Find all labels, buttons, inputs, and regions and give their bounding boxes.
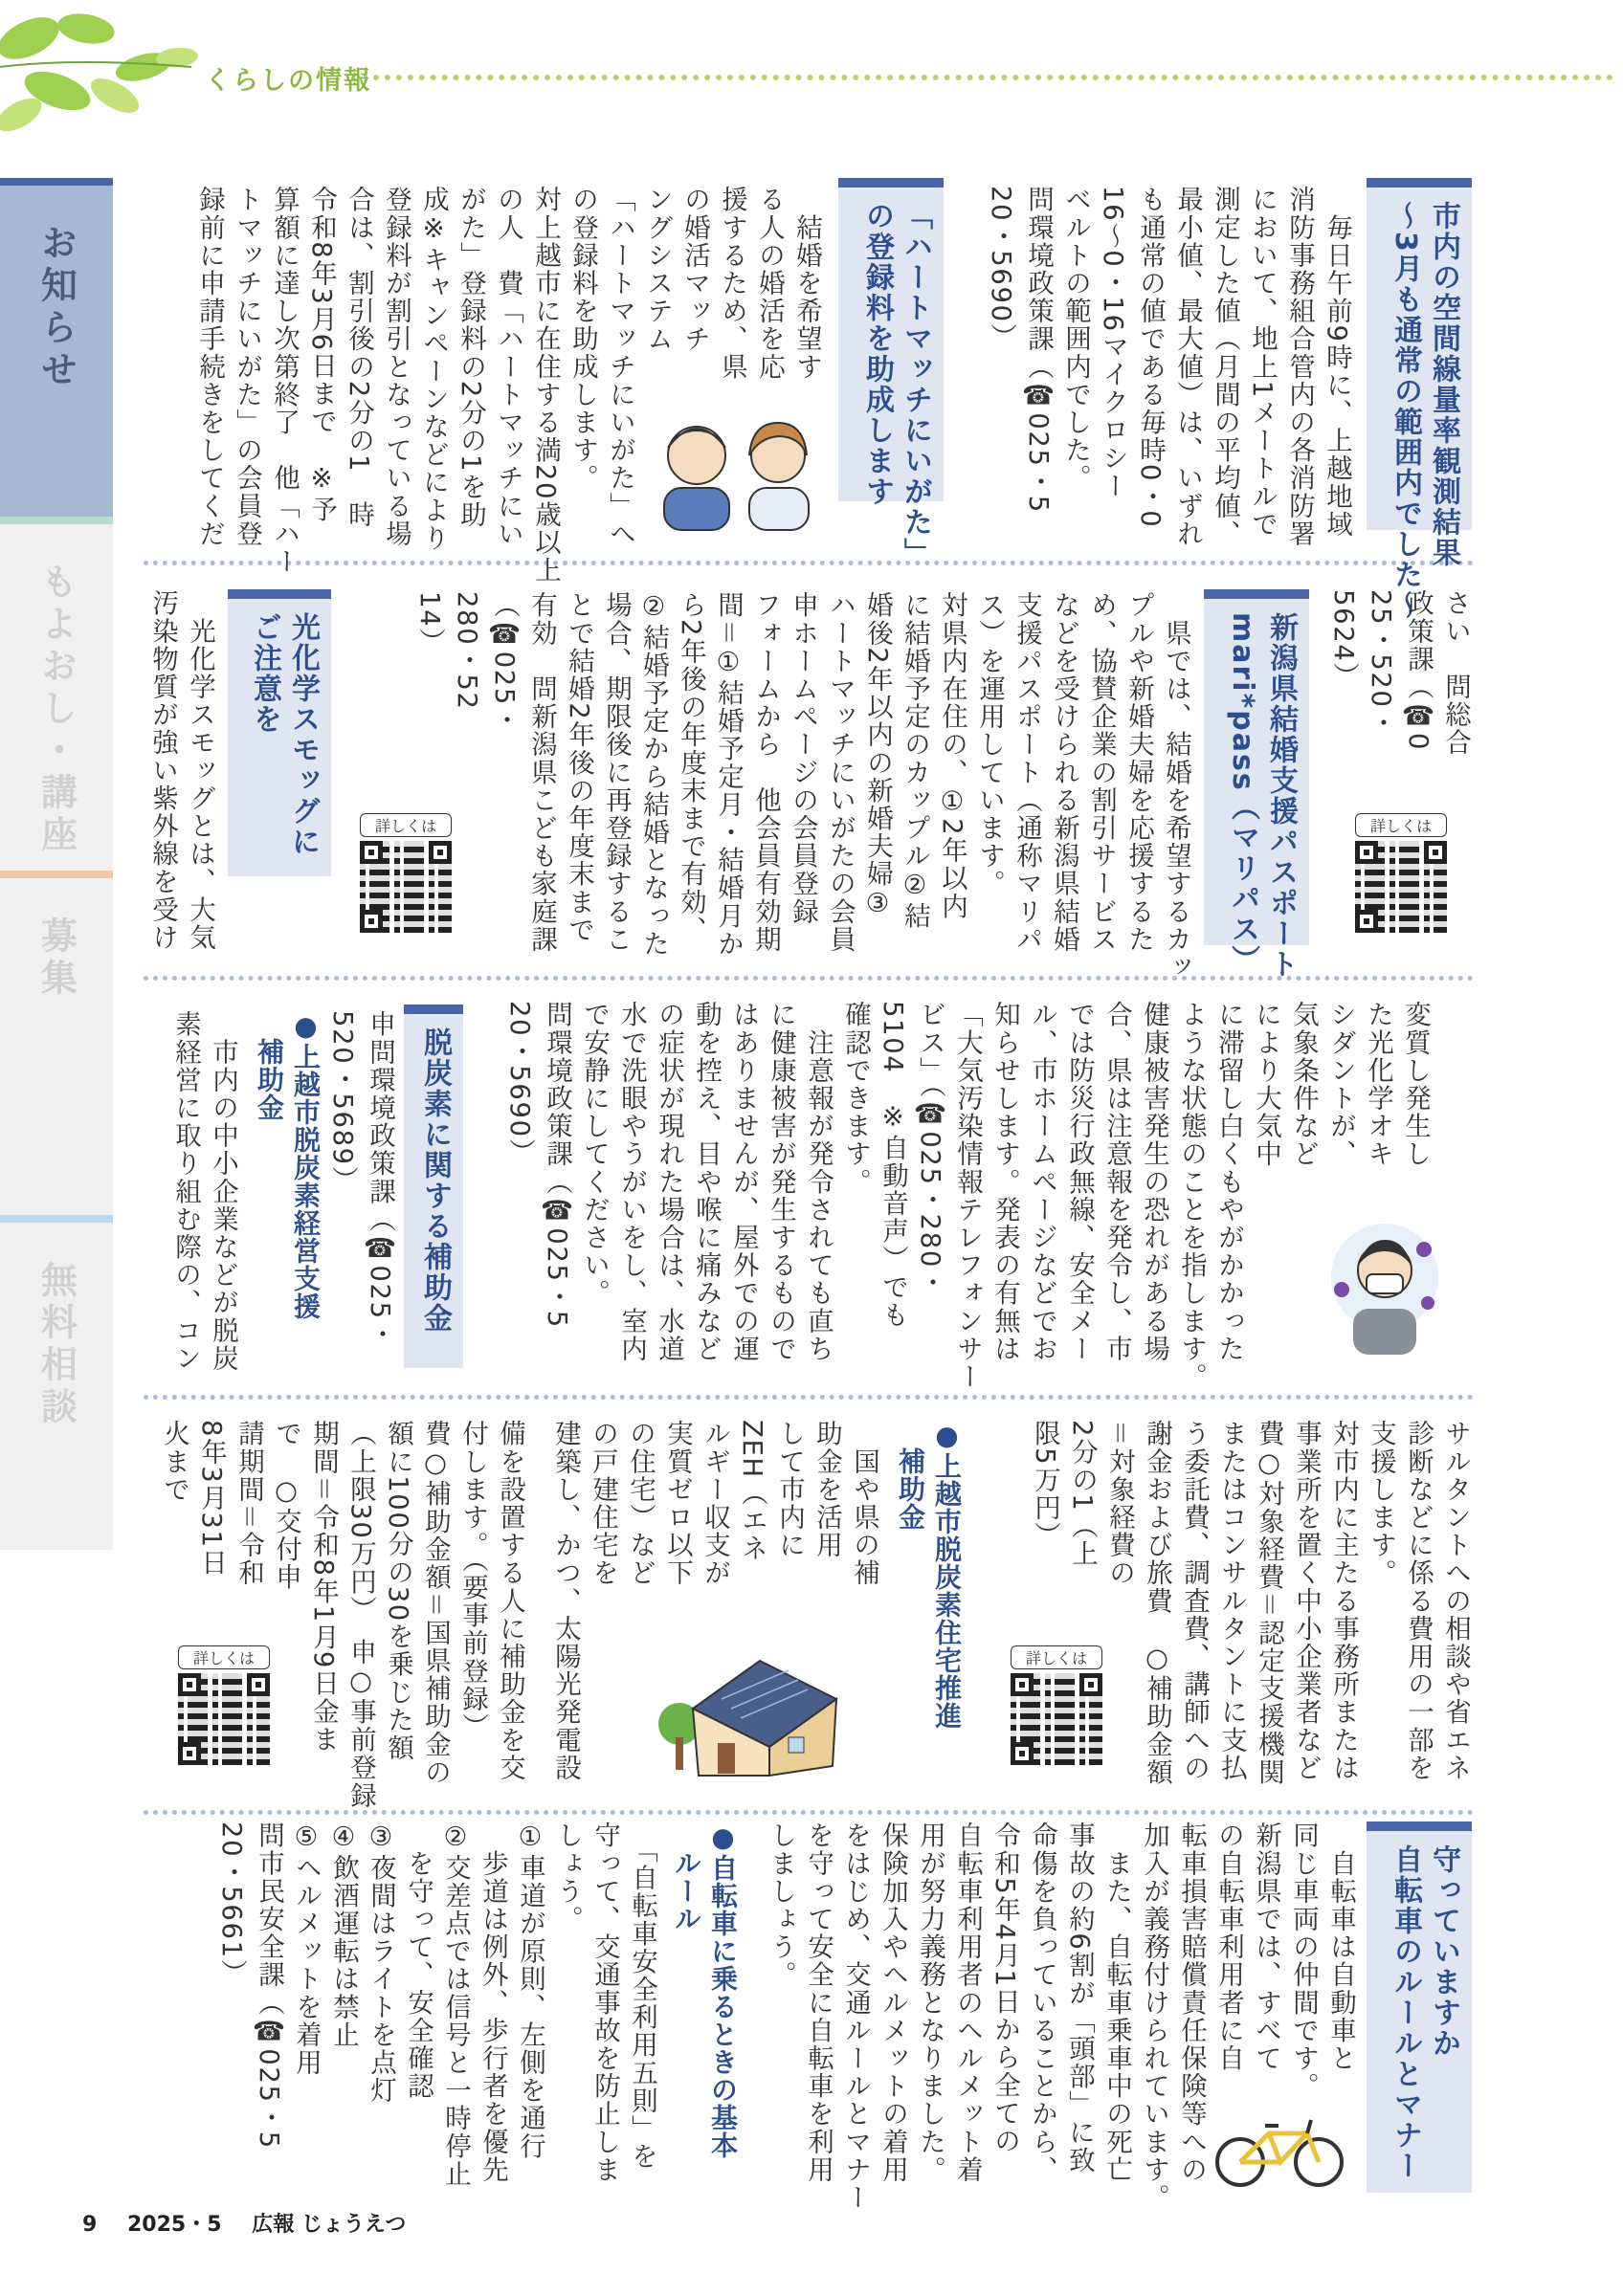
qr-decarbon-house[interactable] [174, 1645, 274, 1765]
decarbon-sub1-heading: ●上越市脱炭素経営支援 補助金 [254, 1010, 322, 1320]
qr-decarbon-business[interactable] [1007, 1645, 1106, 1765]
heartmatch-cont-body: さい 問総合 政策課（☎0 25・520・ 5624） [1328, 589, 1471, 757]
qr-label: 詳しくは [360, 813, 452, 837]
tab-label: 募集 [34, 916, 78, 1001]
heartmatch-heading: 「ハートマッチにいがた」 の登録料を助成します [838, 178, 944, 501]
maripass-body: 県では、結婚を希望するカッ プルや新婚夫婦を応援するた め、協賛企業の割引サービス などを受けられる新潟県結婚 支援パスポート（通称マリパ ス）を運用しています。 対県内在住の、①2年以内 に結婚予定のカップル②結 婚後2年以内の新婚夫婦③ ハートマッチにいがたの会員 申ホームページの会員登録 フォームから 他会員有効期 間＝①結婚予定月・結婚月か ら2年後の年度末まで有効、 ②結婚予定から結婚となった 場合、期限後に再登録するこ とで結婚2年後の年度末まで 有効 問新潟県こども家庭課 （☎025・ 280・52 14） [414, 591, 1191, 982]
tab-soudan[interactable] [0, 1215, 113, 1550]
bicycle-body: 自転車は自動車と 同じ車両の仲間です。 新潟県では、すべて の自転車利用者に自 転車損害賠償責任保険等への 加入が義務付けられています。 また、自転車乗車中の死亡 事故の約6割が「頭部」に致 命傷を負っていることから、 令和5年4月1日から全ての 自転車利用者のヘルメット着 用が努力義務となりました。 保険加入やヘルメットの着用 をはじめ、交通ルールとマナー を守って安全に自転車を利用 しましょう。 [766, 1821, 1356, 2212]
tab-label: 無料相談 [34, 1261, 78, 1429]
maripass-heading: 新潟県結婚支援パスポート mari*pass（マリパス） [1204, 589, 1309, 945]
qr-heartmatch[interactable] [1351, 813, 1451, 933]
qr-maripass[interactable] [356, 813, 456, 933]
bicycle-heading: 守っていますか 自転車のルールとマナー [1367, 1821, 1472, 2193]
qr-label: 詳しくは [1355, 813, 1447, 837]
bicycle-sub-heading: ●自転車に乗るときの基本 ルール [671, 1821, 739, 2159]
qr-code [178, 1673, 270, 1765]
section-title: くらしの情報 [205, 66, 371, 96]
qr-label: 詳しくは [178, 1645, 270, 1669]
decarbon-sub1-body: サルタントへの相談や省エネ 診断などに係る費用の一部を 支援します。 対市内に主たる事務所または 事業所を置く中小企業者など 費○対象経費＝認定支援機関 またはコンサルタントに支払 う委託費、調査費、講師への 謝金および旅費 ○補助金額 ＝対象経費の 2分の1（上 限5万円） [1030, 1420, 1471, 1786]
radiation-heading: 市内の空間線量率観測結果 ～3月も通常の範囲内でした～ [1367, 178, 1472, 530]
header-divider [373, 75, 1613, 80]
decarbon-heading: 脱炭素に関する補助金 [404, 1004, 463, 1368]
decarbon-sub1-body-start: 市内の中小企業などが脱炭 素経営に取り組む際の、コン [170, 1010, 238, 1373]
heartmatch-body: 結婚を希望す る人の婚活を応 援するため、県 の婚活マッチ ングシステム 「ハートマッチにいがた」へ の登録料を助成します。 対上越市に在住する満20歳以上 の人 費「ハートマッチにい がた」登録料の2分の1を助 成※キャンペーンなどにより 登録料が割引となっている場 合は、割引後の2分の1 時 令和8年3月6日まで ※予 算額に達し次第終了 他「ハー トマッチにいがた」の会員登 録前に申請手続きをしてくだ [194, 186, 822, 585]
decarbon-sub2-body-cont: 備を設置する人に補助金を交 付します。（要事前登録） 費○補助金額＝国県補助金の 額に100分の30を乗じた額 （上限30万円） 申○事前登録 期間＝令和8年1月9日金ま で ○交付申 請期間＝令和 8年3月31日 火まで [159, 1420, 525, 1810]
tab-label: お知らせ [34, 224, 78, 392]
qr-code [360, 841, 452, 933]
qr-label: 詳しくは [1011, 1645, 1102, 1669]
section-divider [144, 561, 1474, 565]
radiation-body: 毎日午前9時に、上越地域 消防事務組合管内の各消防署 において、地上1メートルで 測定した値（月間の平均値、 最小値、最大値）は、いずれ も通常の値である毎時0・0 16～0・16マイクロシー ベルトの範囲内でした。 問環境政策課（☎025・5 20・5690） [986, 186, 1352, 548]
issue-date: 2025・5 [126, 2213, 222, 2237]
smog-heading: 光化学スモッグに ご注意を [228, 589, 331, 876]
smog-body: 変質し発生し た光化学オキ シダントが、 気象条件など により大気中 に滞留し白くもやがかかった ような状態のことを指します。 健康被害発生の恐れがある場 合、県は注意報を発令し、市 では防災行政無線、安全メー ル、市ホームページなどでお 知らせします。発表の有無は 「大気汚染情報テレフォンサー ビス」（☎025・280・ 5104 ※自動音声）でも 確認できます。 注意報が発令されても直ち に健康被害が発生するもので はありませんが、屋外での運 動を控え、目や喉に痛みなど の症状が現れた場合は、水道 水で洗眼やうがいをし、室内 で安静にしてください。 問環境政策課（☎025・5 20・5690） [504, 1001, 1431, 1391]
tab-label: もよおし・講座 [34, 563, 78, 857]
section-divider [144, 1395, 1474, 1400]
decarbon-sub2-heading: ●上越市脱炭素住宅推進 補助金 [895, 1420, 963, 1730]
leaves-decoration [0, 0, 220, 144]
qr-code [1011, 1673, 1102, 1765]
qr-code [1355, 841, 1447, 933]
tab-boshu[interactable] [0, 871, 113, 1215]
tab-moyooshi[interactable] [0, 517, 113, 871]
bicycle-rules-body: 「自転車安全利用五則」を 守って、交通事故を防止しま しょう。 ①車道が原則、左側を通行 歩道は例外、歩行者を優先 ②交差点では信号と一時停止 を守って、安全確認 ③夜間はライトを点灯 ④飲酒運転は禁止 ⑤ヘルメットを着用 問市民安全課（☎025・5 20・5661） [216, 1821, 657, 2188]
decarbon-sub2-body: 国や県の補 助金を活用 して市内に ZEH（エネ ルギー収支が 実質ゼロ以下 の住宅）など の戸建住宅を 建築し、かつ、太陽光発電設 [550, 1420, 879, 1782]
page-footer [82, 2208, 429, 2238]
tab-oshirase[interactable] [0, 178, 113, 517]
smog-body-start: 光化学スモッグとは、大気 汚染物質が強い紫外線を受け [147, 589, 215, 952]
page-number: 9 [82, 2213, 98, 2237]
decarbon-contact: 申問環境政策課（☎025・ 520・5689） [327, 1010, 395, 1348]
section-divider [144, 1810, 1474, 1815]
publication-name: 広報 じょうえつ [252, 2213, 407, 2237]
